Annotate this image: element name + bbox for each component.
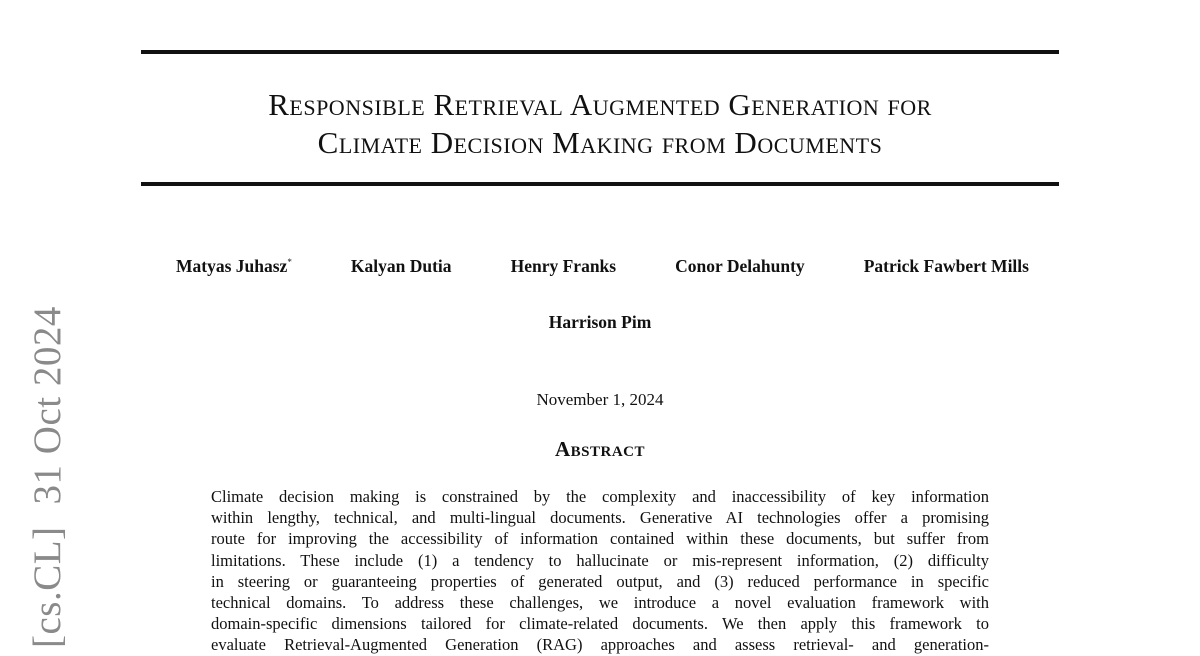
- author: Conor Delahunty: [675, 256, 805, 276]
- abstract-line: within lengthy, technical, and multi-lingual documents. Generative AI technologies offer a promising: [211, 508, 989, 528]
- author: Kalyan Dutia: [350, 256, 452, 276]
- abstract-line: limitations. These include (1) a tendency to hallucinate or mis-represent information, (2) difficulty: [211, 550, 989, 570]
- author: Henry Franks: [510, 256, 617, 276]
- abstract-heading: Abstract: [554, 437, 646, 461]
- abstract-text: [211, 486, 989, 656]
- publication-date: November 1, 2024: [536, 390, 664, 409]
- abstract-line: domain-specific dimensions tailored for climate-related documents. We then apply this framework to: [211, 614, 989, 634]
- arxiv-side-stamp: [28, 306, 67, 648]
- author-list: [141, 256, 1059, 277]
- abstract-line: in steering or guaranteeing properties of generated output, and (3) reduced performance in specific: [211, 571, 989, 591]
- paper-title: [141, 86, 1059, 162]
- abstract-line: Climate decision making is constrained by the complexity and inaccessibility of key information: [211, 487, 989, 506]
- title-rule-top: [141, 50, 1059, 54]
- title-rule-bottom: [141, 182, 1059, 186]
- author-name: Matyas Juhasz: [176, 256, 288, 276]
- author: [176, 256, 292, 277]
- abstract-line: technical domains. To address these challenges, we introduce a novel evaluation framework with: [211, 593, 989, 613]
- author: Harrison Pim: [548, 312, 652, 332]
- abstract-line: route for improving the accessibility of information contained within these documents, but suffer from: [211, 529, 989, 549]
- arxiv-category: [cs.CL]: [26, 526, 69, 648]
- arxiv-date: 31 Oct 2024: [26, 306, 69, 505]
- author-footnote-mark: *: [287, 257, 292, 268]
- paper-title-line-1: Responsible Retrieval Augmented Generation for: [268, 87, 932, 122]
- abstract-line: evaluate Retrieval-Augmented Generation (RAG) approaches and assess retrieval- and generation-: [211, 635, 989, 655]
- paper-title-line-2: Climate Decision Making from Documents: [317, 125, 883, 160]
- author: Patrick Fawbert Mills: [863, 256, 1029, 276]
